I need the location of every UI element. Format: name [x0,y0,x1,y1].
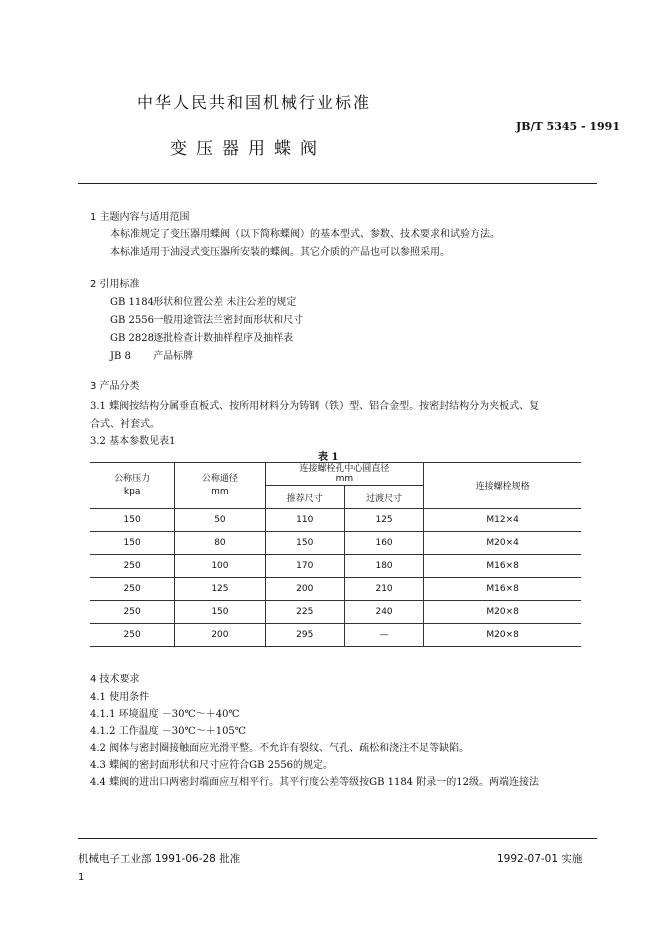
section-1-para-1: 本标准规定了变压器用蝶阀（以下简称蝶阀）的基本型式、参数、技术要求和试验方法。 [110,229,500,240]
implementation-date: 1992-07-01 实施 [497,853,583,865]
footer-rule [78,838,597,839]
cell-diameter: 50 [175,509,265,532]
cell-pressure: 150 [90,532,175,555]
clause-4-1-1: 4.1.1 环境温度 －30℃～＋40℃ [90,709,240,720]
cell-pressure: 250 [90,578,175,601]
header-cell [175,463,265,509]
header-diameter: 公称通径 [201,473,238,484]
header-pressure-unit: kpa [123,486,141,497]
clause-4-3: 4.3 蝶阀的密封面形状和尺寸应符合GB 2556的规定。 [90,760,334,771]
cell-recommended: 225 [265,601,344,624]
cell-bolt-spec: M20×8 [424,601,581,624]
header-bolt-circle-unit: mm [335,474,354,484]
cell-bolt-spec: M12×4 [424,509,581,532]
cell-bolt-spec: M16×8 [424,555,581,578]
reference-code: GB 1184 [110,297,154,308]
header-rule [78,183,597,184]
reference-title: 产品标牌 [153,351,194,362]
cell-transition: 210 [344,578,423,601]
section-2-heading: 2 引用标准 [90,279,140,290]
section-3-heading: 3 产品分类 [90,381,140,392]
clause-4-1-2: 4.1.2 工作温度 －30℃～＋105℃ [90,726,246,737]
cell-recommended: 150 [265,532,344,555]
cell-recommended: 200 [265,578,344,601]
cell-transition: 240 [344,601,423,624]
cell-bolt-spec: M16×8 [424,578,581,601]
header-transition: 过渡尺寸 [344,486,423,509]
section-1-para-2: 本标准适用于油浸式变压器所安装的蝶阀。其它介质的产品也可以参照采用。 [110,247,450,258]
reference-code: JB 8 [110,351,131,362]
header-bolt-circle: 连接螺栓孔中心圆直径 [299,464,390,474]
cell-transition: — [344,624,423,647]
cell-diameter: 200 [175,624,265,647]
cell-pressure: 250 [90,555,175,578]
clause-4-4: 4.4 蝶阀的进出口两密封端面应互相平行。其平行度公差等级按GB 1184 附录一的12级。两端连接法 [90,777,539,788]
reference-item [110,329,293,344]
table-row [90,509,581,532]
cell-bolt-spec: M20×8 [424,624,581,647]
cell-diameter: 125 [175,578,265,601]
cell-pressure: 250 [90,601,175,624]
header-recommended: 推荐尺寸 [265,486,344,509]
clause-4-2: 4.2 阀体与密封圈接触面应光滑平整。不允许有裂纹、气孔、疏松和浇注不足等缺陷。 [90,743,470,754]
table-caption: 表 1 [318,452,339,463]
clause-4-1: 4.1 使用条件 [90,692,150,703]
header-pressure: 公称压力 [114,473,151,484]
clause-3-2: 3.2 基本参数见表1 [90,436,176,447]
reference-title: 逐批检查计数抽样程序及抽样表 [153,333,294,344]
document-title: 变压器用蝶阀 [170,139,326,159]
table-row [90,578,581,601]
header-cell [90,463,175,509]
section-4-heading: 4 技术要求 [90,674,140,685]
issuer-heading: 中华人民共和国机械行业标准 [137,93,372,112]
header-diameter-unit: mm [211,486,229,497]
page-number: 1 [78,872,85,883]
reference-item [110,293,296,308]
cell-transition: 180 [344,555,423,578]
reference-code: GB 2828 [110,333,154,344]
table-row [90,555,581,578]
parameter-table [90,462,581,647]
clause-3-1-line-1: 3.1 蝶阀按结构分属垂直板式、按所用材料分为铸钢（铁）型、铝合金型。按密封结构分为夹板式、复 [90,401,540,412]
cell-recommended: 110 [265,509,344,532]
reference-item [110,311,303,326]
table-header-row [90,463,581,486]
cell-bolt-spec: M20×4 [424,532,581,555]
cell-recommended: 170 [265,555,344,578]
cell-transition: 125 [344,509,423,532]
reference-title: 形状和位置公差 未注公差的规定 [153,297,297,308]
reference-item [110,347,193,362]
cell-diameter: 150 [175,601,265,624]
table-row [90,624,581,647]
cell-recommended: 295 [265,624,344,647]
table-row [90,601,581,624]
clause-3-1-line-2: 合式、衬套式。 [90,419,160,430]
cell-pressure: 250 [90,624,175,647]
cell-diameter: 80 [175,532,265,555]
approval-line: 机械电子工业部 1991-06-28 批准 [78,853,241,865]
standard-number: JB/T 5345 - 1991 [516,120,620,133]
cell-diameter: 100 [175,555,265,578]
table-row [90,532,581,555]
section-1-heading: 1 主题内容与适用范围 [90,212,190,223]
reference-title: 一般用途管法兰密封面形状和尺寸 [153,315,304,326]
cell-transition: 160 [344,532,423,555]
cell-pressure: 150 [90,509,175,532]
header-bolt-spec: 连接螺栓规格 [424,463,581,509]
header-cell [265,463,424,486]
reference-code: GB 2556 [110,315,154,326]
